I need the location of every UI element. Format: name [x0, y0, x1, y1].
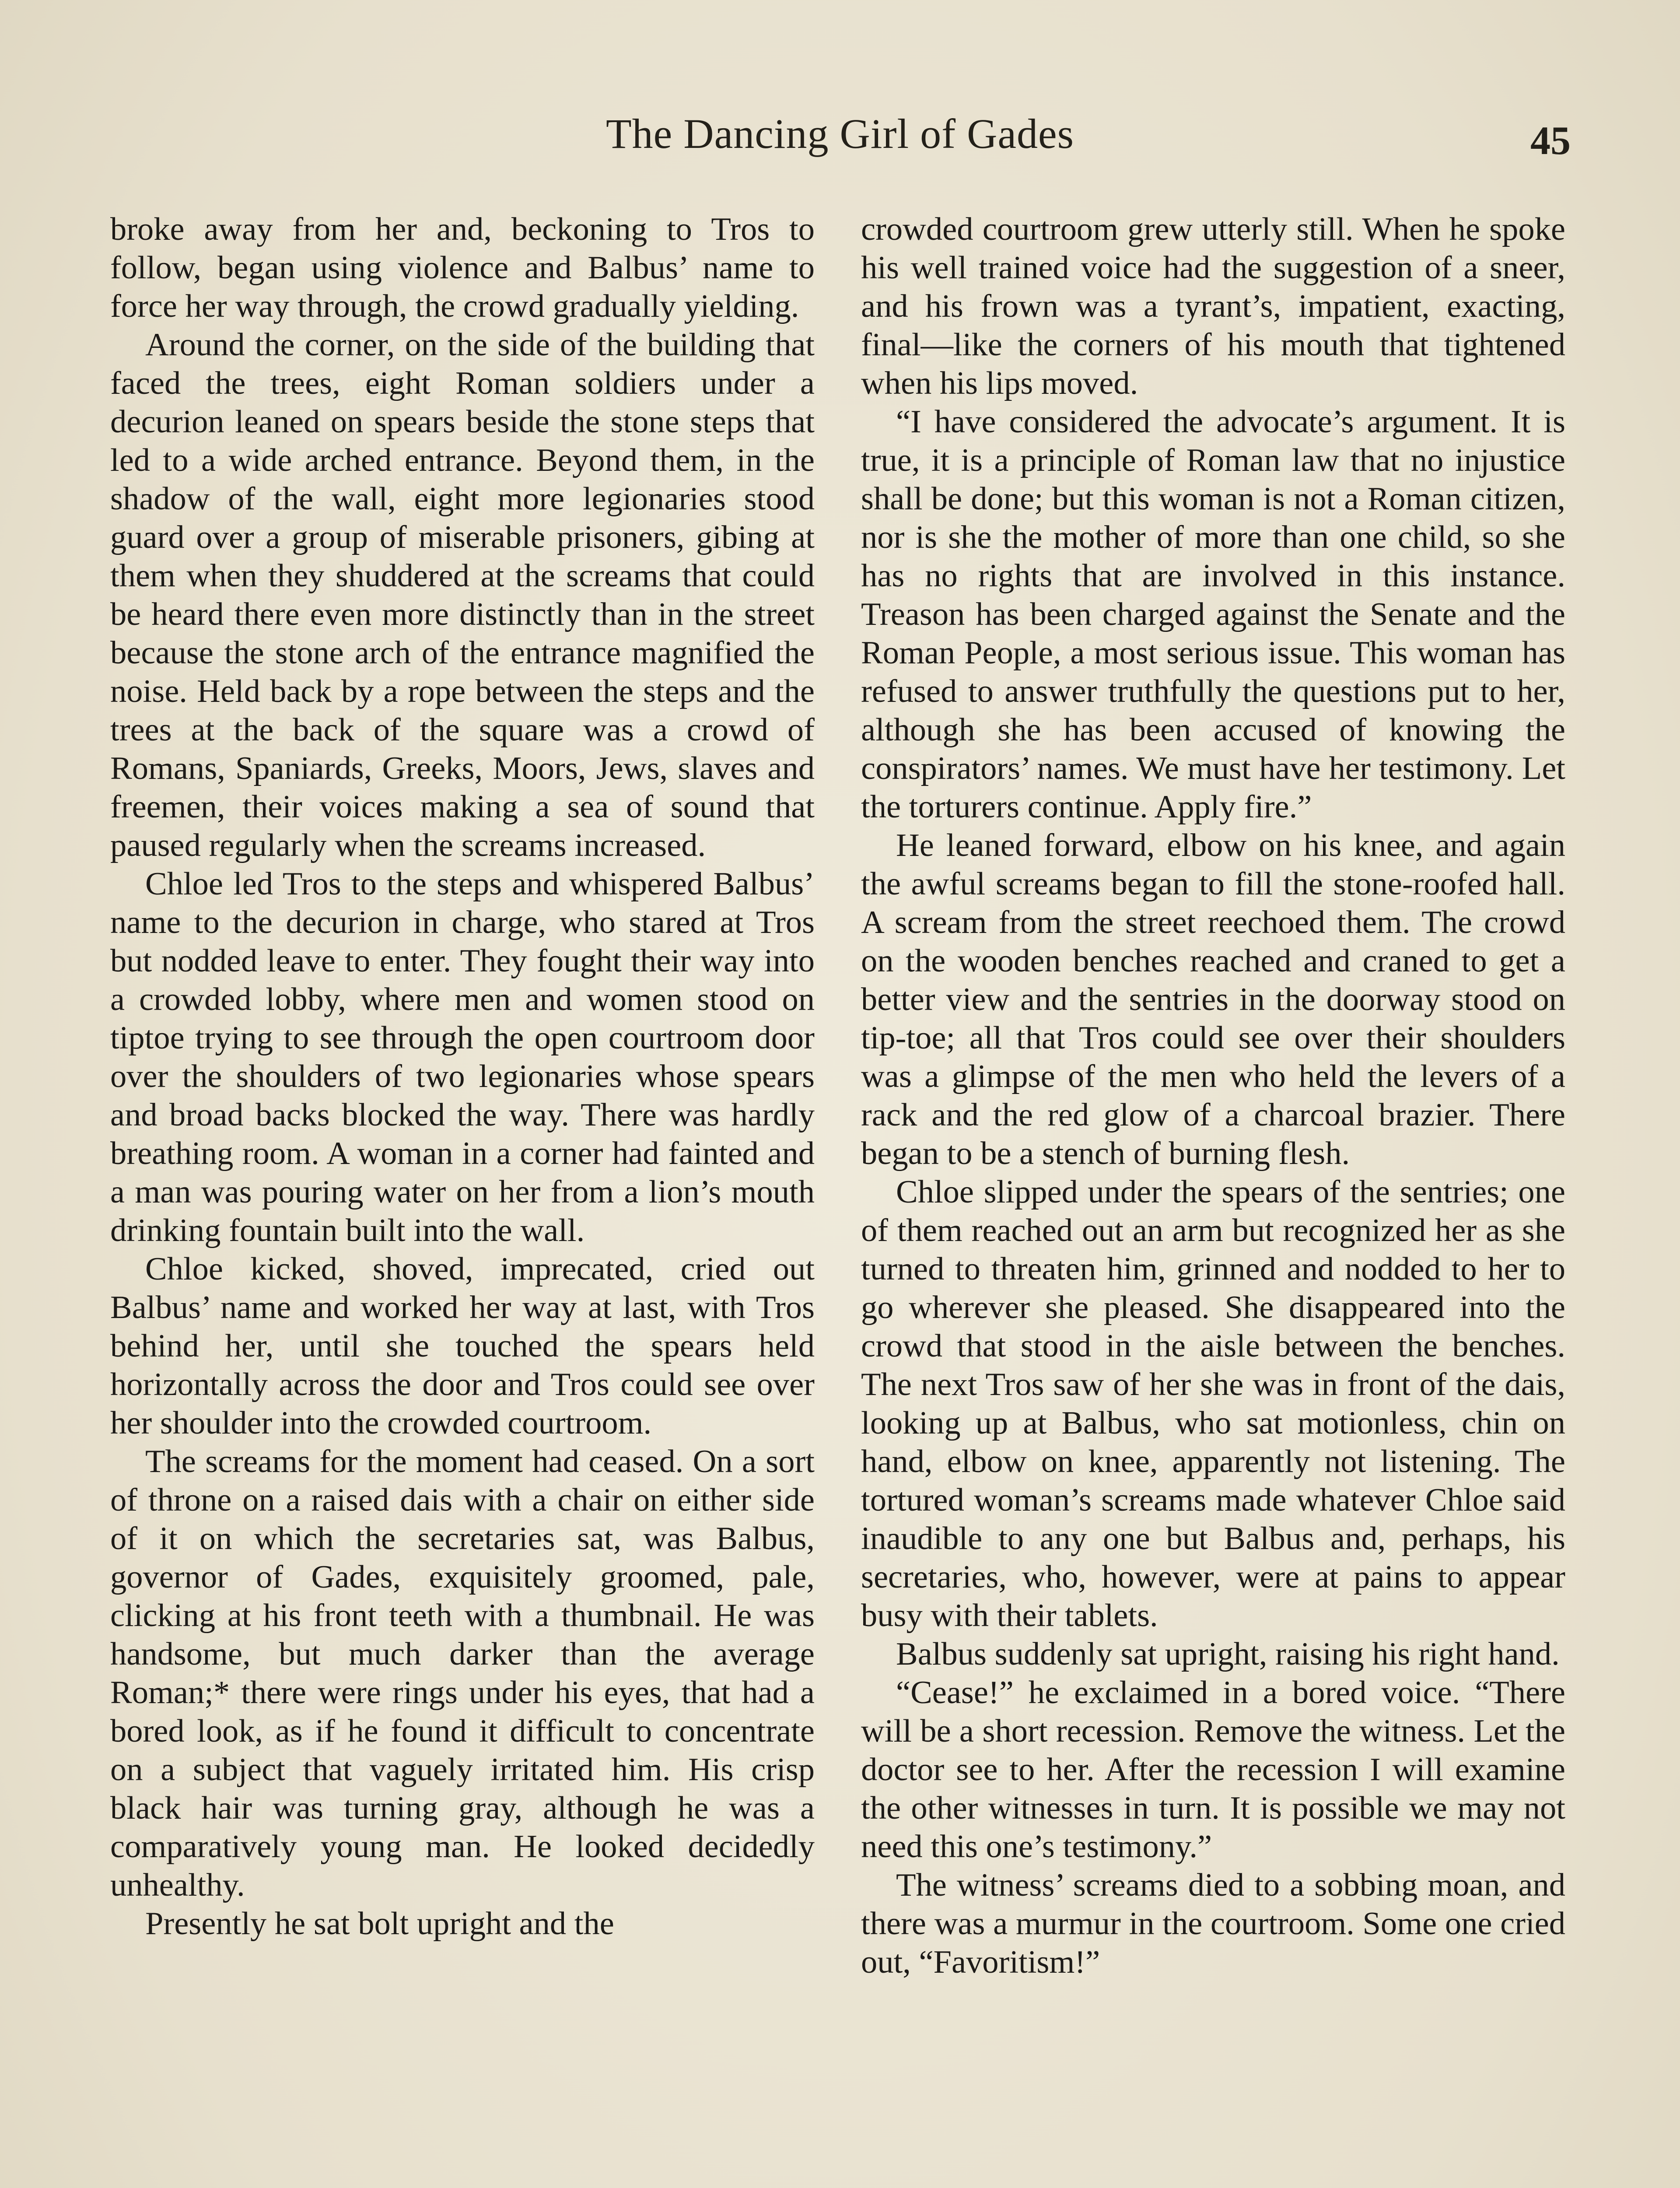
paragraph: “Cease!” he exclaimed in a bored voice. “There will be a short recession. Remove the witness. Let the doctor see to her. After the recession I will examine the other witnesses in turn. It is possible we may not need this one’s testimony.” — [861, 1675, 1565, 1865]
paragraph: crowded courtroom grew utterly still. When he spoke his well trained voice had the suggestion of a sneer, and his frown was a tyrant’s, impatient, exacting, final—like the corners of his mouth that tightened when his lips moved. — [861, 211, 1565, 401]
paragraph: Chloe led Tros to the steps and whispered Balbus’ name to the decurion in charge, who stared at Tros but nodded leave to enter. They fought their way into a crowded lobby, where men and women stood on tiptoe trying to see through the open courtroom door over the shoulders of two legionaries whose spears and broad backs blocked the way. There was hardly breathing room. A woman in a corner had fainted and a man was pouring water on her from a lion’s mouth drinking fountain built into the wall. — [110, 866, 815, 1248]
page-header — [109, 109, 1571, 171]
page-number: 45 — [1530, 118, 1571, 163]
paragraph: Balbus suddenly sat upright, raising his right hand. — [896, 1636, 1560, 1672]
left-text-column — [110, 210, 815, 1943]
paragraph: Chloe kicked, shoved, imprecated, cried out Balbus’ name and worked her way at last, with Tros behind her, until she touched the spears held horizontally across the door and Tros could see over her shoulder into the crowded courtroom. — [110, 1251, 815, 1441]
paragraph: He leaned forward, elbow on his knee, and again the awful screams began to fill the stone-roofed hall. A scream from the street reechoed them. The crowd on the wooden benches reached and craned to get a better view and the sentries in the doorway stood on tip-toe; all that Tros could see over their shoulders was a glimpse of the men who held the levers of a rack and the red glow of a charcoal brazier. There began to be a stench of burning flesh. — [861, 828, 1565, 1171]
paragraph: The screams for the moment had ceased. On a sort of throne on a raised dais with a chair on either side of it on which the secretaries sat, was Balbus, governor of Gades, exquisitely groomed, pale, clicking at his front teeth with a thumbnail. He was handsome, but much darker than the average Roman;* there were rings under his eyes, that had a bored look, as if he found it difficult to concentrate on a subject that vaguely irritated him. His crisp black hair was turning gray, although he was a comparatively young man. He looked decidedly unhealthy. — [110, 1444, 815, 1903]
paragraph: “I have considered the advocate’s argument. It is true, it is a principle of Roman law that no injustice shall be done; but this woman is not a Roman citizen, nor is she the mother of more than one child, so she has no rights that are involved in this instance. Treason has been charged against the Senate and the Roman People, a most serious issue. This woman has refused to answer truthfully the questions put to her, although she has been accused of knowing the conspirators’ names. We must have her testimony. Let the torturers continue. Apply fire.” — [861, 404, 1565, 825]
right-text-column — [861, 210, 1565, 1981]
paragraph: Presently he sat bolt upright and the — [145, 1906, 614, 1942]
running-title: The Dancing Girl of Gades — [606, 110, 1074, 157]
paragraph: The witness’ screams died to a sobbing moan, and there was a murmur in the courtroom. Some one cried out, “Favoritism!” — [861, 1867, 1565, 1980]
paragraph: Chloe slipped under the spears of the sentries; one of them reached out an arm but recognized her as she turned to threaten him, grinned and nodded to her to go wherever she pleased. She disappeared into the crowd that stood in the aisle between the benches. The next Tros saw of her she was in front of the dais, looking up at Balbus, who sat motionless, chin on hand, elbow on knee, apparently not listening. The tortured woman’s screams made whatever Chloe said inaudible to any one but Balbus and, perhaps, his secretaries, who, however, were at pains to appear busy with their tablets. — [861, 1174, 1565, 1634]
paragraph: Around the corner, on the side of the building that faced the trees, eight Roman soldiers under a decurion leaned on spears beside the stone steps that led to a wide arched entrance. Beyond them, in the shadow of the wall, eight more legionaries stood guard over a group of miserable prisoners, gibing at them when they shuddered at the screams that could be heard there even more distinctly than in the street because the stone arch of the entrance magnified the noise. Held back by a rope between the steps and the trees at the back of the square was a crowd of Romans, Spaniards, Greeks, Moors, Jews, slaves and freemen, their voices making a sea of sound that paused regularly when the screams increased. — [110, 327, 815, 863]
paragraph: broke away from her and, beckoning to Tros to follow, began using violence and Balbus’ name to force her way through, the crowd gradually yielding. — [110, 211, 815, 324]
